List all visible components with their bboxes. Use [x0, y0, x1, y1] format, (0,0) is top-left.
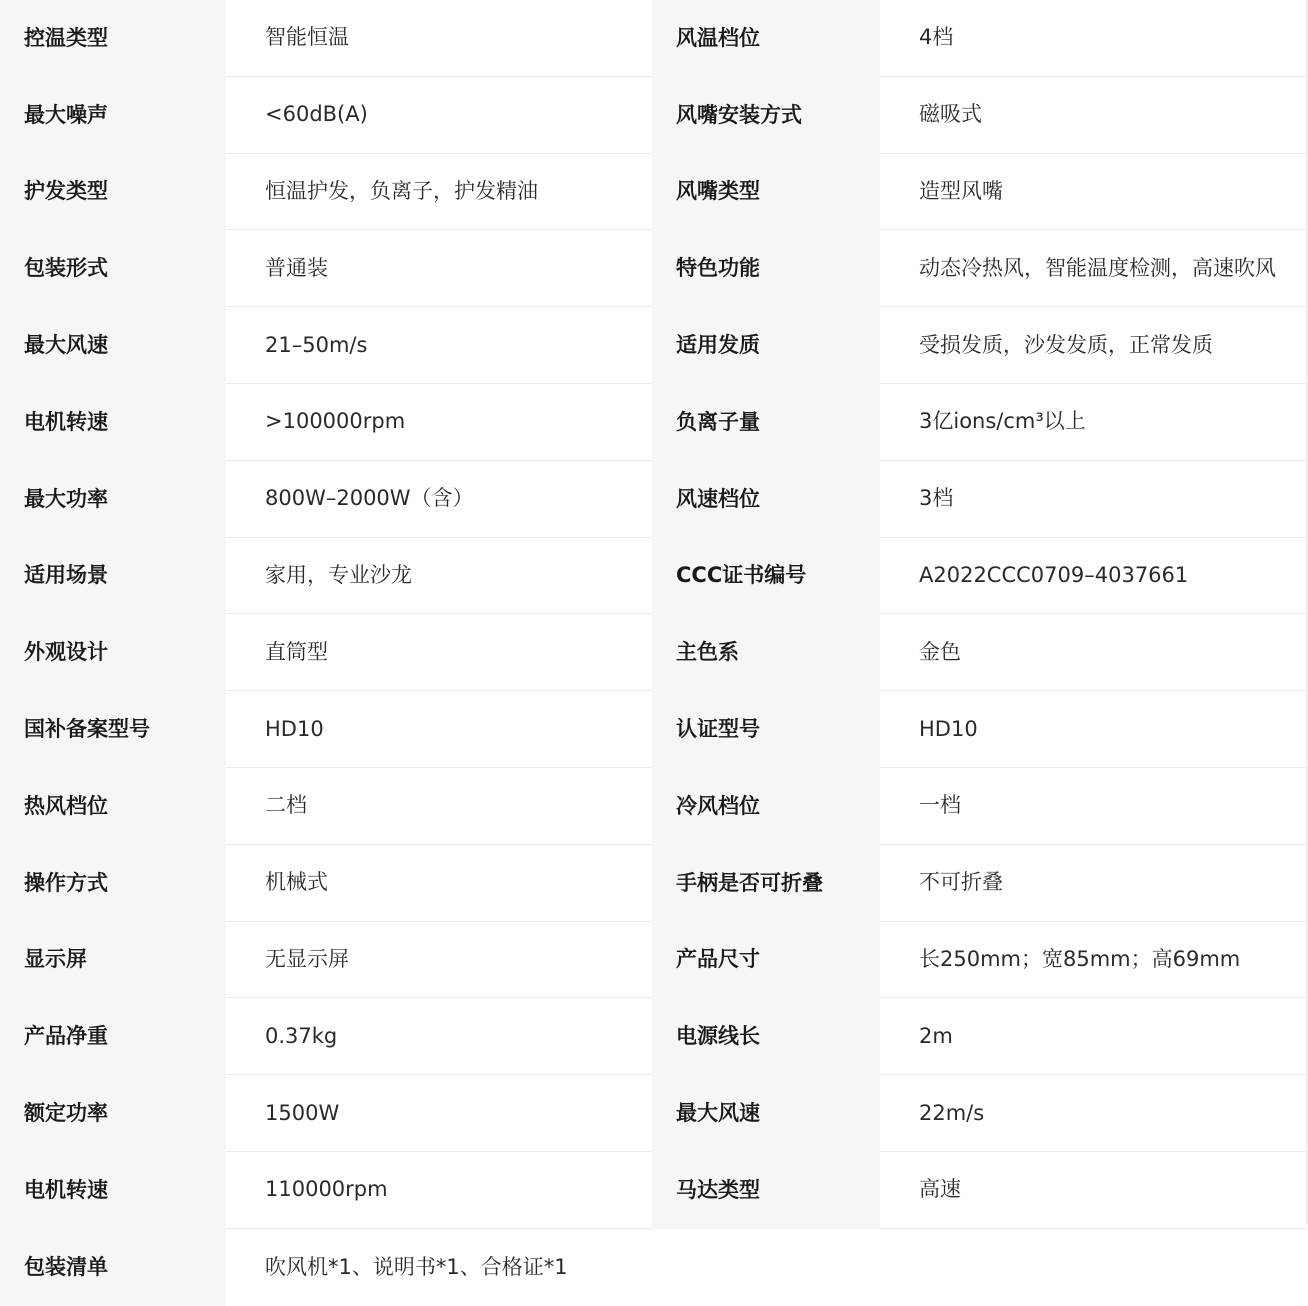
spec-value: <60dB(A)	[226, 77, 652, 154]
spec-row	[0, 1152, 1308, 1229]
spec-value: 1500W	[226, 1075, 652, 1152]
spec-value: 无显示屏	[226, 922, 652, 999]
spec-value: 长250mm；宽85mm；高69mm	[880, 922, 1306, 999]
spec-value: 造型风嘴	[880, 154, 1306, 231]
spec-label: 风速档位	[652, 461, 880, 538]
spec-label: 特色功能	[652, 230, 880, 307]
spec-value: 二档	[226, 768, 652, 845]
spec-row-packing-list	[0, 1229, 1308, 1306]
spec-label: 产品尺寸	[652, 922, 880, 999]
spec-row	[0, 384, 1308, 461]
spec-label: 电机转速	[0, 1152, 226, 1229]
spec-value: 0.37kg	[226, 998, 652, 1075]
spec-label: 风嘴安装方式	[652, 77, 880, 154]
spec-label: 电机转速	[0, 384, 226, 461]
spec-label: 护发类型	[0, 154, 226, 231]
spec-value: 普通装	[226, 230, 652, 307]
spec-value: 机械式	[226, 845, 652, 922]
spec-label: 国补备案型号	[0, 691, 226, 768]
spec-value: 3亿ions/cm³以上	[880, 384, 1306, 461]
spec-value: 金色	[880, 614, 1306, 691]
spec-label: 负离子量	[652, 384, 880, 461]
spec-label: 额定功率	[0, 1075, 226, 1152]
spec-value: 不可折叠	[880, 845, 1306, 922]
spec-label: 主色系	[652, 614, 880, 691]
spec-value: 800W–2000W（含）	[226, 461, 652, 538]
spec-value: 4档	[880, 0, 1306, 77]
spec-value: 智能恒温	[226, 0, 652, 77]
spec-row	[0, 154, 1308, 231]
spec-value: 3档	[880, 461, 1306, 538]
spec-value: 高速	[880, 1152, 1306, 1229]
spec-label: 风温档位	[652, 0, 880, 77]
spec-row	[0, 768, 1308, 845]
spec-label: 热风档位	[0, 768, 226, 845]
spec-label: 外观设计	[0, 614, 226, 691]
spec-value: 吹风机*1、说明书*1、合格证*1	[226, 1229, 1308, 1306]
spec-label: 冷风档位	[652, 768, 880, 845]
spec-value: 恒温护发，负离子，护发精油	[226, 154, 652, 231]
spec-value: 2m	[880, 998, 1306, 1075]
spec-row	[0, 845, 1308, 922]
spec-row	[0, 461, 1308, 538]
spec-label: 适用场景	[0, 538, 226, 615]
spec-value: 21–50m/s	[226, 307, 652, 384]
spec-label: 风嘴类型	[652, 154, 880, 231]
spec-value: 受损发质，沙发发质，正常发质	[880, 307, 1306, 384]
spec-row	[0, 307, 1308, 384]
spec-label: 最大噪声	[0, 77, 226, 154]
spec-value: 直筒型	[226, 614, 652, 691]
spec-row	[0, 998, 1308, 1075]
spec-row	[0, 0, 1308, 77]
spec-row	[0, 230, 1308, 307]
spec-row	[0, 691, 1308, 768]
spec-label: CCC证书编号	[652, 538, 880, 615]
spec-row	[0, 922, 1308, 999]
spec-label: 手柄是否可折叠	[652, 845, 880, 922]
spec-label: 最大功率	[0, 461, 226, 538]
spec-label: 操作方式	[0, 845, 226, 922]
spec-value: 一档	[880, 768, 1306, 845]
spec-label: 最大风速	[652, 1075, 880, 1152]
spec-row	[0, 77, 1308, 154]
spec-label: 包装形式	[0, 230, 226, 307]
spec-label: 包装清单	[0, 1229, 226, 1306]
spec-value: A2022CCC0709–4037661	[880, 538, 1306, 615]
spec-label: 产品净重	[0, 998, 226, 1075]
spec-row	[0, 538, 1308, 615]
spec-value: >100000rpm	[226, 384, 652, 461]
spec-value: 磁吸式	[880, 77, 1306, 154]
spec-label: 认证型号	[652, 691, 880, 768]
spec-label: 最大风速	[0, 307, 226, 384]
spec-value: HD10	[880, 691, 1306, 768]
spec-label: 控温类型	[0, 0, 226, 77]
spec-label: 马达类型	[652, 1152, 880, 1229]
spec-row	[0, 1075, 1308, 1152]
spec-value: 22m/s	[880, 1075, 1306, 1152]
spec-row	[0, 614, 1308, 691]
spec-value: 动态冷热风，智能温度检测，高速吹风	[880, 230, 1306, 307]
spec-label: 显示屏	[0, 922, 226, 999]
spec-value: 110000rpm	[226, 1152, 652, 1229]
spec-label: 适用发质	[652, 307, 880, 384]
spec-label: 电源线长	[652, 998, 880, 1075]
spec-value: 家用，专业沙龙	[226, 538, 652, 615]
spec-value: HD10	[226, 691, 652, 768]
